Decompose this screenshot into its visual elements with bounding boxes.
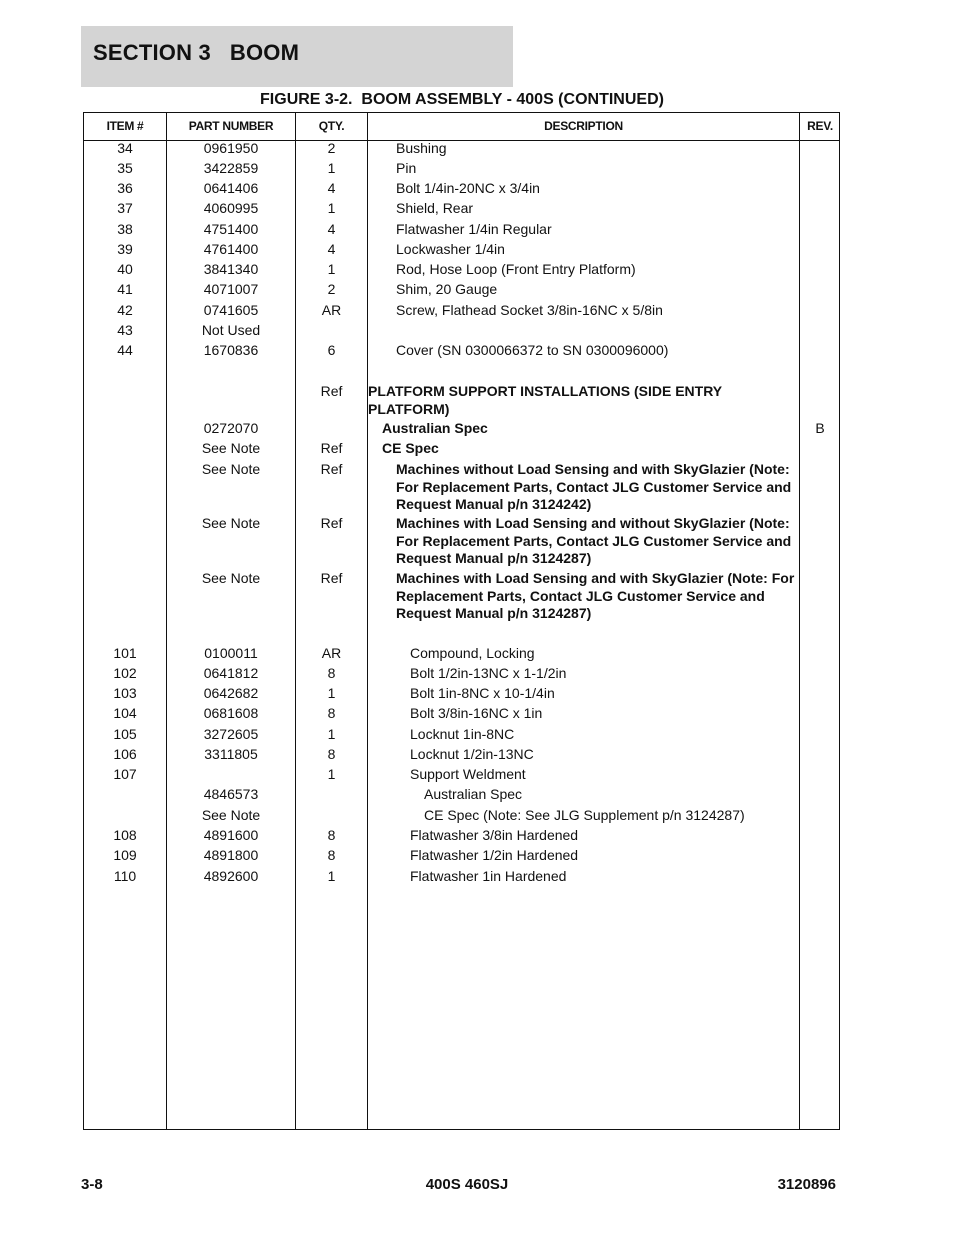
qty-cell: AR bbox=[321, 645, 342, 661]
part-number-cell: 4761400 bbox=[203, 241, 259, 257]
description-cell: Machines with Load Sensing and with SkyGlazier (Note: For Replacement Parts, Contact JLG Customer Service and Request Manual p/n 3124287) bbox=[396, 570, 795, 621]
part-number-cell: See Note bbox=[201, 570, 261, 586]
part-number-cell: 4891800 bbox=[203, 847, 259, 863]
qty-cell: 8 bbox=[327, 665, 336, 681]
qty-cell: 8 bbox=[327, 827, 336, 843]
part-number-cell: 4071007 bbox=[203, 281, 259, 297]
part-number-cell: 0681608 bbox=[203, 705, 259, 721]
manual-number: 3120896 bbox=[777, 1176, 836, 1193]
qty-cell: 4 bbox=[327, 221, 336, 237]
part-number-cell: 0642682 bbox=[203, 685, 259, 701]
part-number-cell: 3272605 bbox=[203, 726, 259, 742]
description-cell: Screw, Flathead Socket 3/8in-16NC x 5/8in bbox=[396, 302, 663, 318]
qty-cell: Ref bbox=[320, 515, 343, 531]
item-cell: 109 bbox=[113, 847, 137, 863]
description-cell: Australian Spec bbox=[424, 786, 523, 802]
item-cell: 40 bbox=[117, 261, 133, 277]
item-cell: 107 bbox=[113, 766, 137, 782]
part-number-cell: 4846573 bbox=[203, 786, 259, 802]
qty-cell: AR bbox=[321, 302, 342, 318]
item-cell: 34 bbox=[117, 140, 133, 156]
part-number-cell: Not Used bbox=[201, 322, 261, 338]
rev-cell: B bbox=[815, 420, 825, 436]
item-cell: 106 bbox=[113, 746, 137, 762]
item-cell: 36 bbox=[117, 180, 133, 196]
part-number-cell: 0641406 bbox=[203, 180, 259, 196]
description-cell: Support Weldment bbox=[410, 766, 526, 782]
description-cell: Flatwasher 1/4in Regular bbox=[396, 221, 552, 237]
parts-table bbox=[83, 112, 840, 1130]
item-cell: 37 bbox=[117, 200, 133, 216]
figure-title: FIGURE 3-2. BOOM ASSEMBLY - 400S (CONTINUED) bbox=[260, 91, 664, 108]
part-number-cell: See Note bbox=[201, 461, 261, 477]
description-cell: CE Spec bbox=[382, 440, 439, 456]
qty-cell: Ref bbox=[320, 461, 343, 477]
description-cell: Australian Spec bbox=[382, 420, 488, 436]
description-cell: Shield, Rear bbox=[396, 200, 474, 216]
item-cell: 41 bbox=[117, 281, 133, 297]
qty-cell: 1 bbox=[327, 868, 336, 884]
description-cell: Flatwasher 3/8in Hardened bbox=[410, 827, 579, 843]
qty-cell: 1 bbox=[327, 766, 336, 782]
item-cell: 35 bbox=[117, 160, 133, 176]
part-number-cell: 4892600 bbox=[203, 868, 259, 884]
description-cell: Flatwasher 1/2in Hardened bbox=[410, 847, 579, 863]
part-number-cell: 0641812 bbox=[203, 665, 259, 681]
item-cell: 43 bbox=[117, 322, 133, 338]
description-cell: Bushing bbox=[396, 140, 447, 156]
qty-cell: Ref bbox=[320, 383, 343, 399]
qty-cell: 1 bbox=[327, 160, 336, 176]
qty-cell: 1 bbox=[327, 200, 336, 216]
description-cell: Pin bbox=[396, 160, 417, 176]
description-cell: Locknut 1in-8NC bbox=[410, 726, 515, 742]
part-number-cell: 3311805 bbox=[204, 746, 258, 762]
qty-cell: 1 bbox=[327, 685, 336, 701]
part-number-cell: 0100011 bbox=[204, 645, 258, 661]
model-name: 400S 460SJ bbox=[425, 1176, 509, 1193]
description-cell: Machines without Load Sensing and with SkyGlazier (Note: For Replacement Parts, Contact JLG Customer Service and Request Manual p/n 3124242) bbox=[396, 461, 792, 512]
item-cell: 38 bbox=[117, 221, 133, 237]
qty-cell: 1 bbox=[327, 726, 336, 742]
part-number-cell: 4751400 bbox=[203, 221, 259, 237]
item-cell: 44 bbox=[117, 342, 133, 358]
qty-cell: 2 bbox=[327, 281, 336, 297]
qty-cell: 8 bbox=[327, 847, 336, 863]
part-number-cell: See Note bbox=[201, 807, 261, 823]
qty-cell: Ref bbox=[320, 570, 343, 586]
description-cell: Lockwasher 1/4in bbox=[396, 241, 505, 257]
description-cell: Bolt 1/2in-13NC x 1-1/2in bbox=[410, 665, 567, 681]
page-number: 3-8 bbox=[81, 1176, 103, 1193]
qty-cell: 6 bbox=[327, 342, 336, 358]
part-number-cell: 0961950 bbox=[203, 140, 259, 156]
column-header-description: DESCRIPTION bbox=[544, 119, 623, 133]
column-header-rev: REV. bbox=[807, 119, 833, 133]
item-cell: 103 bbox=[113, 685, 137, 701]
qty-cell: 8 bbox=[327, 705, 336, 721]
description-cell: Locknut 1/2in-13NC bbox=[410, 746, 534, 762]
column-header-item: ITEM # bbox=[106, 119, 144, 133]
column-header-qty: QTY. bbox=[318, 119, 345, 133]
qty-cell: Ref bbox=[320, 440, 343, 456]
description-cell: Cover (SN 0300066372 to SN 0300096000) bbox=[396, 342, 669, 358]
column-divider bbox=[367, 113, 368, 1129]
description-cell: Rod, Hose Loop (Front Entry Platform) bbox=[396, 261, 636, 277]
qty-cell: 2 bbox=[327, 140, 336, 156]
part-number-cell: 3841340 bbox=[203, 261, 259, 277]
description-cell: Compound, Locking bbox=[410, 645, 535, 661]
item-cell: 42 bbox=[117, 302, 133, 318]
item-cell: 108 bbox=[113, 827, 137, 843]
item-cell: 110 bbox=[113, 868, 137, 884]
part-number-cell: 3422859 bbox=[203, 160, 259, 176]
item-cell: 101 bbox=[113, 645, 137, 661]
description-cell: Bolt 1/4in-20NC x 3/4in bbox=[396, 180, 540, 196]
qty-cell: 4 bbox=[327, 180, 336, 196]
item-cell: 105 bbox=[113, 726, 137, 742]
part-number-cell: 1670836 bbox=[203, 342, 259, 358]
part-number-cell: See Note bbox=[201, 515, 261, 531]
part-number-cell: See Note bbox=[201, 440, 261, 456]
item-cell: 104 bbox=[113, 705, 137, 721]
qty-cell: 8 bbox=[327, 746, 336, 762]
part-number-cell: 0741605 bbox=[203, 302, 259, 318]
description-cell: Shim, 20 Gauge bbox=[396, 281, 498, 297]
item-cell: 102 bbox=[113, 665, 137, 681]
part-number-cell: 0272070 bbox=[203, 420, 259, 436]
section-title: SECTION 3 BOOM bbox=[93, 40, 300, 65]
part-number-cell: 4891600 bbox=[203, 827, 259, 843]
column-divider bbox=[799, 113, 800, 1129]
qty-cell: 4 bbox=[327, 241, 336, 257]
description-cell: Bolt 1in-8NC x 10-1/4in bbox=[410, 685, 555, 701]
qty-cell: 1 bbox=[327, 261, 336, 277]
description-cell: Bolt 3/8in-16NC x 1in bbox=[410, 705, 543, 721]
description-cell: CE Spec (Note: See JLG Supplement p/n 3124287) bbox=[424, 807, 745, 823]
part-number-cell: 4060995 bbox=[203, 200, 259, 216]
description-cell: Machines with Load Sensing and without SkyGlazier (Note: For Replacement Parts, Contact JLG Customer Service and Request Manual p/n 3124287) bbox=[396, 515, 792, 566]
column-header-part-number: PART NUMBER bbox=[188, 119, 274, 133]
description-cell: PLATFORM SUPPORT INSTALLATIONS (SIDE ENTRY PLATFORM) bbox=[368, 383, 722, 417]
item-cell: 39 bbox=[117, 241, 133, 257]
description-cell: Flatwasher 1in Hardened bbox=[410, 868, 567, 884]
